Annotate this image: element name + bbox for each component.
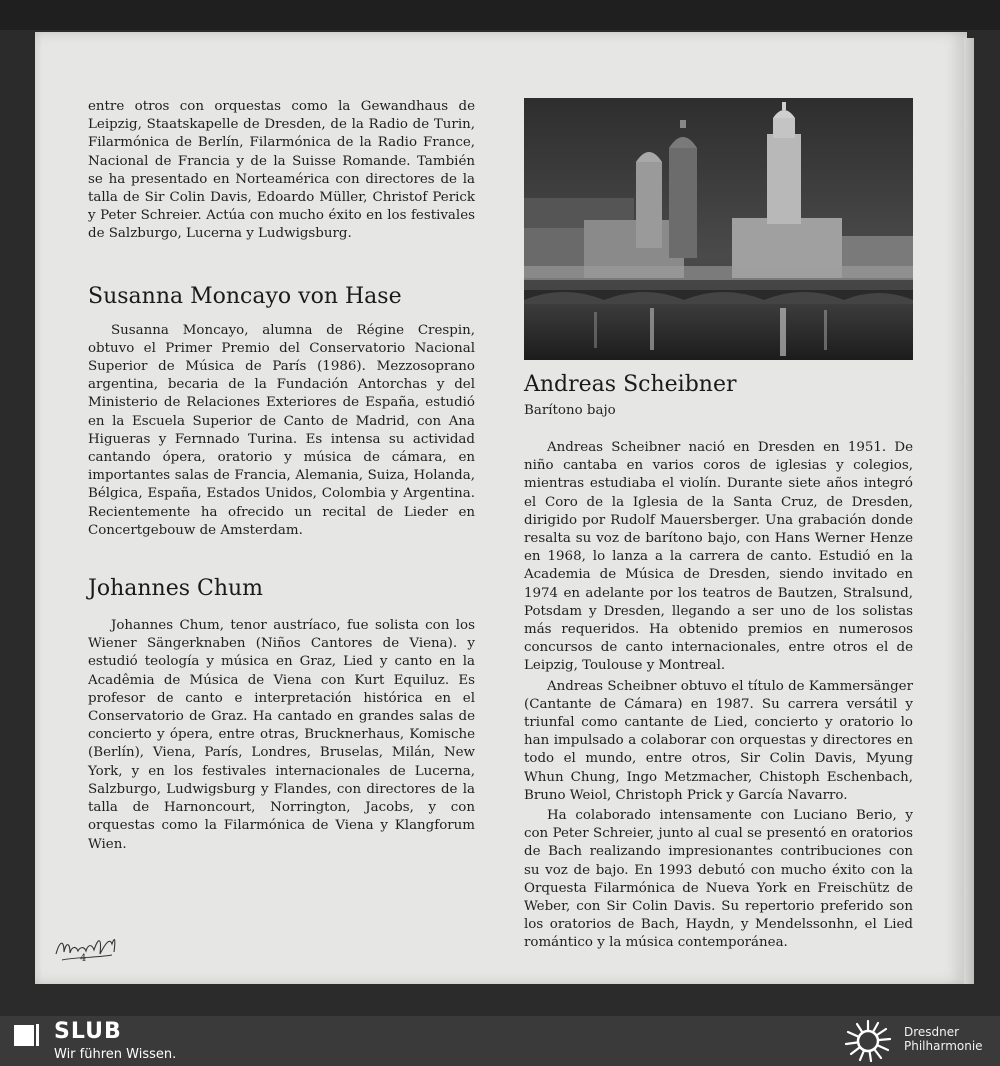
bio-andreas-paragraph-2: Andreas Scheibner obtuvo el título de Kammersänger (Cantante de Cámara) en 1987. Su carrera versátil y triunfal como cantante de Lied, concierto y oratorio lo han impulsado a colaborar con orquestas y directores en todo el mundo, entre otros, Sir Colin Davis, Myung Whun Chung, Ingo Metzmacher, Chistoph Eschenbach, Bruno Weiol, Christoph Prick y García Navarro. (524, 678, 913, 803)
voice-type-subtitle: Barítono bajo (524, 403, 616, 418)
dresden-night-photo (524, 98, 913, 360)
dresdner-philharmonie-name (904, 1025, 983, 1053)
dresdner-philharmonie-logo-icon (842, 1019, 894, 1063)
footer-bar (0, 1016, 1000, 1066)
slub-wordmark: SLUB (54, 1019, 122, 1044)
right-column (524, 98, 913, 953)
page-edge (964, 38, 974, 984)
intro-paragraph: entre otros con orquestas como la Gewandhaus de Leipzig, Staatskapelle de Dresden, de la Radio de Turin, Filarmónica de Berlín, Filarmónica de la Radio France, Nacional de Francia y de la Suisse Romande. También se ha presentado en Norteamérica con directores de la talla de Sir Colin Davis, Edoardo Müller, Christof Perick y Peter Schreier. Actúa con mucho éxito en los festivales de Salzburgo, Lucerna y Ludwigsburg. (88, 99, 475, 242)
partner-name-line-2: Philharmonie (904, 1039, 983, 1053)
slub-logo-icon (12, 1022, 42, 1048)
scan-background-top (0, 0, 1000, 30)
heading-susanna-moncayo: Susanna Moncayo von Hase (88, 283, 402, 309)
mozart-signature (54, 932, 124, 968)
heading-johannes-chum: Johannes Chum (88, 576, 264, 602)
bio-andreas-paragraph-3: Ha colaborado intensamente con Luciano Berio, y con Peter Schreier, junto al cual se presentó en oratorios de Bach realizando impresionantes contribuciones con su voz de bajo. En 1993 debutó con mucho éxito con la Orquesta Filarmónica de Nueva York en Freischütz de Weber, con Sir Colin Davis. Su repertorio preferido son los oratorios de Bach, Haydn, y Mendelssonhn, el Lied romántico y la música contemporánea. (524, 808, 913, 951)
bio-johannes-chum: Johannes Chum, tenor austríaco, fue solista con los Wiener Sängerknaben (Niños Cantores de Viena). y estudió teología y música en Graz, Lied y canto en la Acadêmia de Música de Viena con Kurt Equiluz. Es profesor de canto e interpretación histórica en el Conservatorio de Graz. Ha cantado en grandes salas de concierto y ópera, entre otras, Brucknerhaus, Komische (Berlín), Viena, París, Londres, Bruselas, Milán, New York, y en los festivales internacionales de Lucerna, Salzburgo, Ludwigsburg y Flandes, con directores de la talla de Harnoncourt, Norrington, Jacobs, y con orquestas como la Filarmónica de Viena y Klangforum Wien. (88, 618, 475, 852)
slub-tagline: Wir führen Wissen. (54, 1047, 177, 1062)
partner-name-line-1: Dresdner (904, 1025, 960, 1039)
heading-andreas-scheibner: Andreas Scheibner (524, 372, 737, 397)
left-column (88, 98, 475, 854)
bio-andreas-paragraph-1: Andreas Scheibner nació en Dresden en 1951. De niño cantaba en varios coros de iglesias y colegios, mientras estudiaba el violín. Durante siete años integró el Coro de la Iglesia de la Santa Cruz, de Dresden, dirigido por Rudolf Mauersberger. Una grabación donde resalta su voz de barítono bajo, con Hans Werner Henze en 1968, lo lanza a la carrera de canto. Estudió en la Academia de Música de Dresden, siendo invitado en 1974 en adelante por los teatros de Bautzen, Stralsund, Potsdam y Dresden, llegando a ser uno de los solistas más requeridos. Ha obtenido premios en numerosos concursos de canto internacionales, entre otros el de Leipzig, Toulouse y Montreal. (524, 440, 913, 674)
bio-susanna-moncayo: Susanna Moncayo, alumna de Régine Crespin, obtuvo el Primer Premio del Conservatorio Nacional Superior de Música de París (1986). Mezzosoprano argentina, becaria de la Fundación Antorchas y del Ministerio de Relaciones Exteriores de España, estudió en la Escuela Superior de Canto de Madrid, con Ana Higueras y Fernnado Turina. Es intensa su actividad cantando ópera, oratorio y música de cámara, en importantes salas de Francia, Alemania, Suiza, Holanda, Bélgica, España, Estados Unidos, Colombia y Argentina. Recientemente ha ofrecido un recital de Lieder en Concertgebouw de Amsterdam. (88, 322, 475, 538)
page-number: 4 (80, 953, 87, 964)
